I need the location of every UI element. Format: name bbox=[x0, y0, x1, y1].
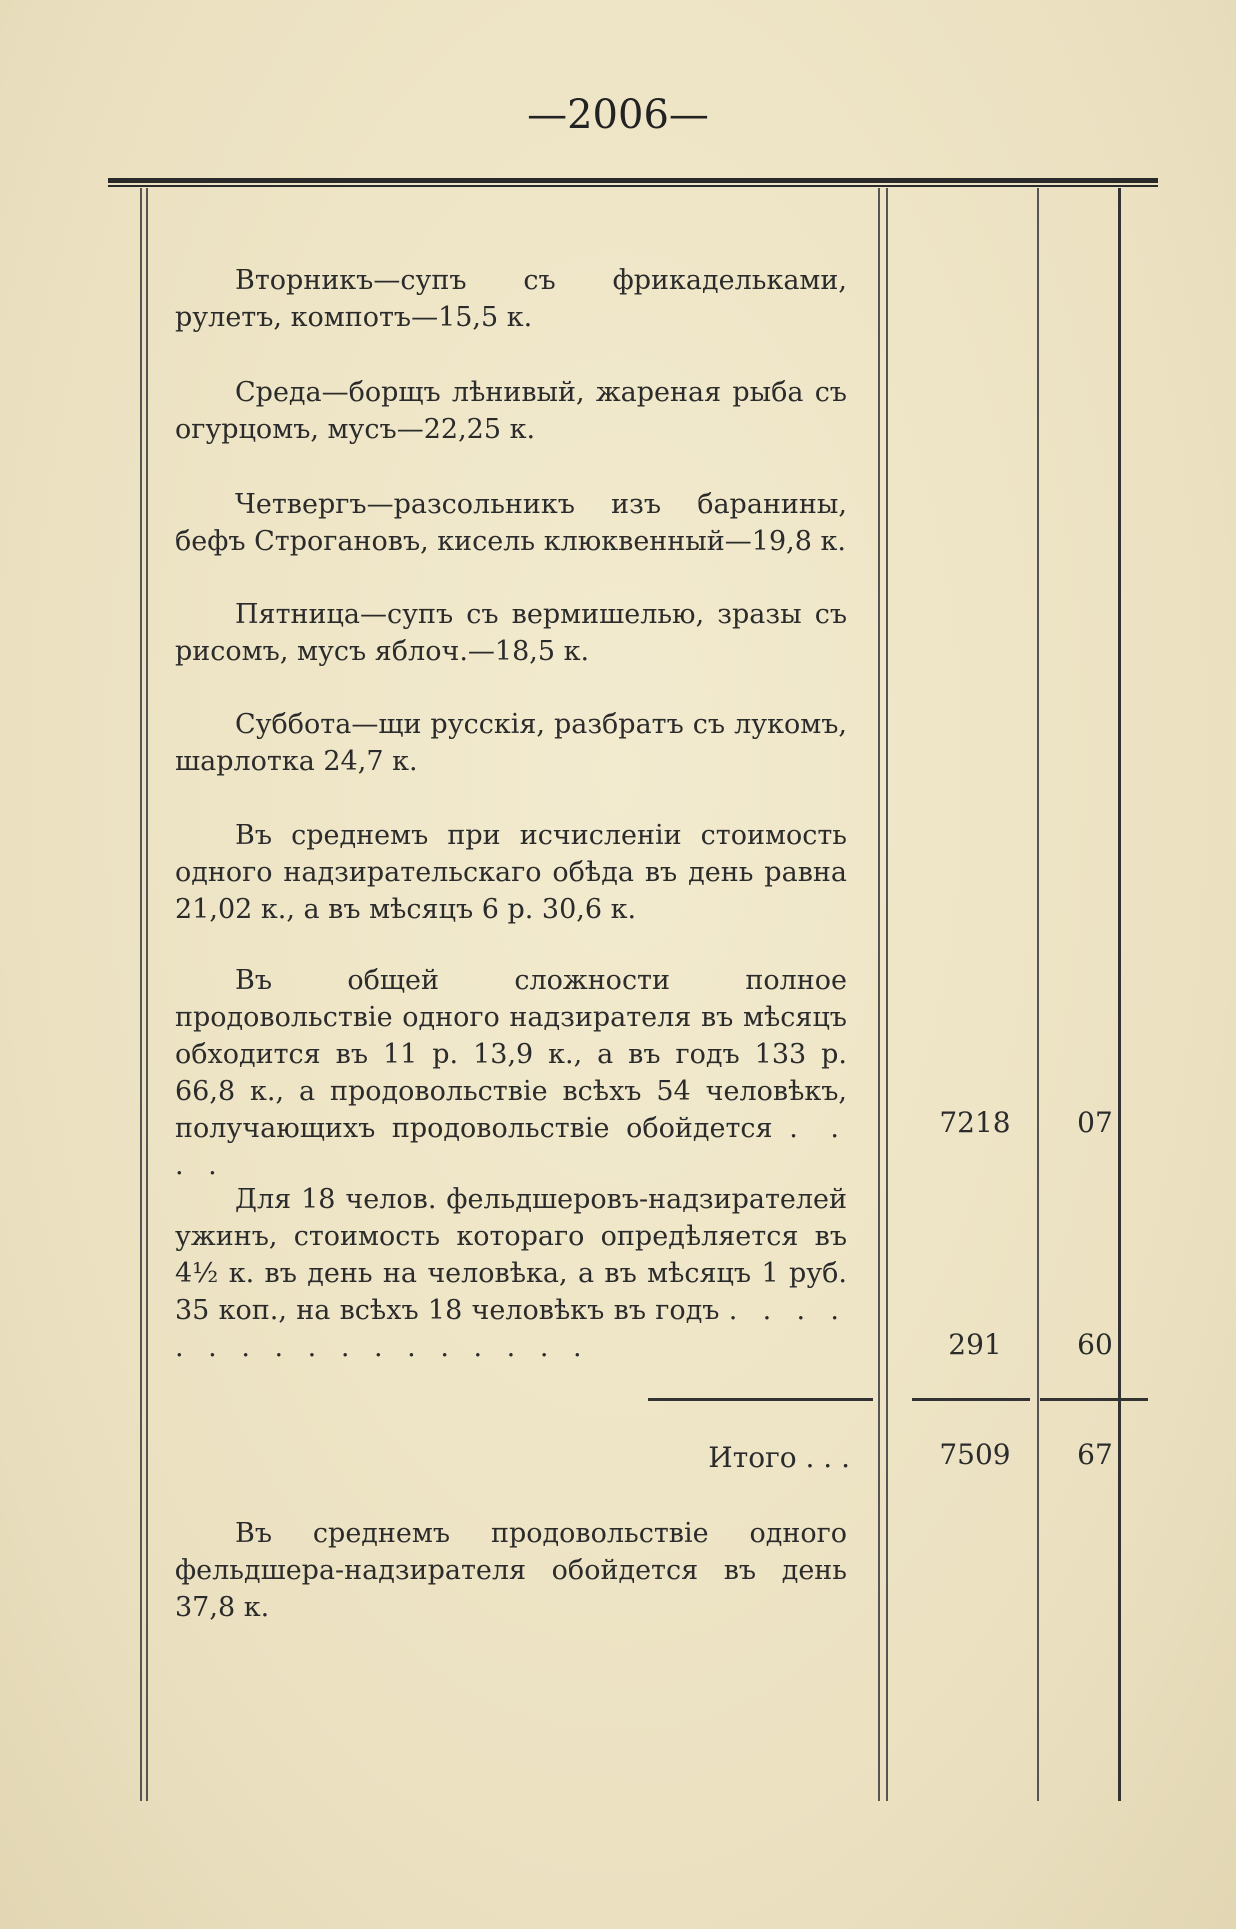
menu-friday: Пятница—супъ съ вермишелью, зразы съ рисомъ, мусъ яблоч.—18,5 к. bbox=[175, 599, 847, 667]
rub-kop-divider bbox=[1037, 188, 1039, 1801]
total-provision-dots: . . . . bbox=[175, 1113, 847, 1181]
text-column-divider-inner bbox=[886, 188, 888, 1801]
menu-wednesday: Среда—борщъ лѣнивый, жареная рыба съ огурцомъ, мусъ—22,25 к. bbox=[175, 377, 847, 445]
supper-rub-amount: 291 bbox=[948, 1328, 1002, 1361]
left-column-line-inner bbox=[146, 188, 148, 1801]
supper-text: Для 18 челов. фельдшеровъ-надзирателей ужинъ, стоимость котораго опредѣляется въ 4½ к. въ день на человѣка, а въ мѣсяцъ 1 руб. 35 коп., на всѣхъ 18 человѣкъ въ годъ bbox=[175, 1184, 847, 1326]
menu-tuesday: Вторникъ—супъ съ фрикадельками, рулетъ, компотъ—15,5 к. bbox=[175, 265, 847, 333]
average-paramedic-paragraph: Въ среднемъ продовольствіе одного фельдшера-надзирателя обойдется въ день 37,8 к. bbox=[175, 1518, 847, 1623]
menu-saturday: Суббота—щи русскія, разбратъ съ лукомъ, шарлотка 24,7 к. bbox=[175, 709, 847, 777]
menu-thursday: Четвергъ—разсольникъ изъ баранины, бефъ Строгановъ, кисель клюквенный—19,8 к. bbox=[175, 489, 847, 557]
total-label: Итого . . . bbox=[708, 1441, 850, 1474]
average-dinner-paragraph: Въ среднемъ при исчисленіи стоимость одного надзирательскаго обѣда въ день равна 21,02 к., а въ мѣсяцъ 6 р. 30,6 к. bbox=[175, 820, 847, 925]
supper-dots: . . . . . . . . . . . . . . . . . bbox=[175, 1295, 847, 1363]
sum-rule-text bbox=[648, 1398, 873, 1401]
total-provision-text: Въ общей сложности полное продовольствіе одного надзирателя въ мѣсяцъ обходится въ 11 р. 13,9 к., а въ годъ 133 р. 66,8 к., а продовольствіе всѣхъ 54 человѣкъ, получающихъ продовольствіе обойдется bbox=[175, 965, 847, 1144]
supper-kop-amount: 60 bbox=[1077, 1328, 1113, 1361]
total-kop-amount: 67 bbox=[1077, 1438, 1113, 1471]
sum-rule-kop bbox=[1040, 1398, 1148, 1401]
provision-kop-amount: 07 bbox=[1077, 1106, 1113, 1139]
top-rule-thin bbox=[108, 185, 1158, 187]
supper-paragraph bbox=[175, 1181, 847, 1366]
total-provision-paragraph bbox=[175, 962, 847, 1184]
sum-rule-rub bbox=[912, 1398, 1030, 1401]
right-column-line bbox=[1118, 188, 1121, 1801]
top-rule-thick bbox=[108, 178, 1158, 183]
provision-rub-amount: 7218 bbox=[939, 1106, 1011, 1139]
left-column-line bbox=[140, 188, 142, 1801]
text-column-divider bbox=[878, 188, 880, 1801]
total-rub-amount: 7509 bbox=[939, 1438, 1011, 1471]
page-number: —2006— bbox=[527, 92, 709, 138]
